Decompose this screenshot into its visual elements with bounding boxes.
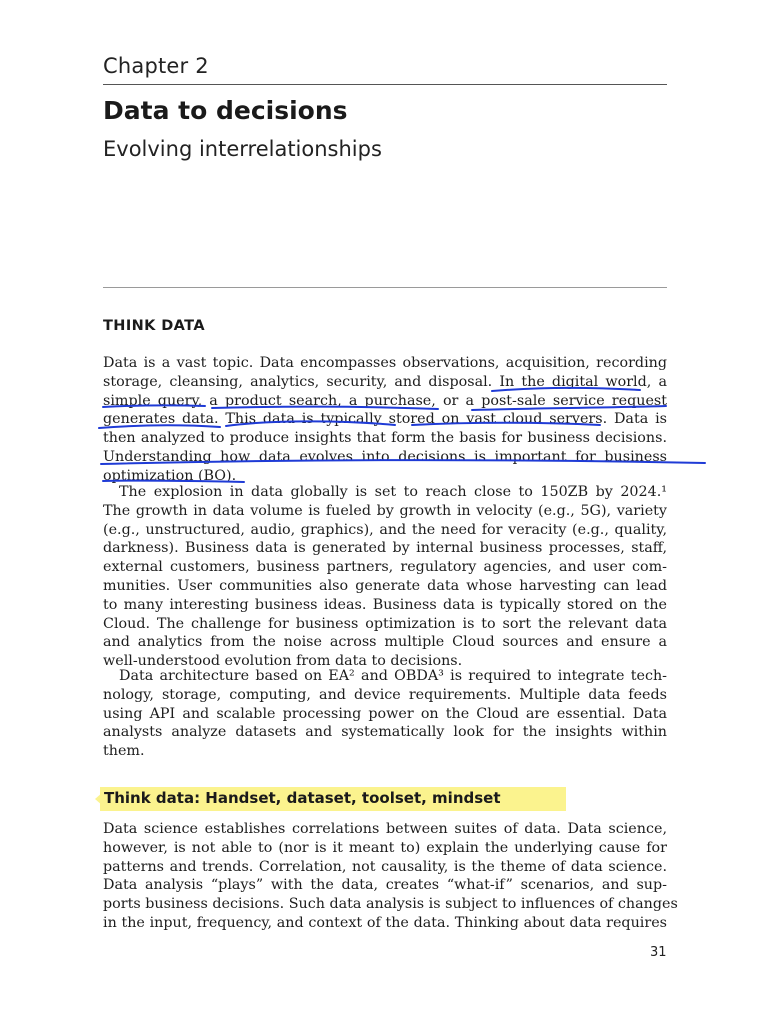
text-line: Data architecture based on EA² and OBDA³ is required to integrate tech- <box>119 668 667 684</box>
text-line: external customers, business partners, regulatory agencies, and user com- <box>103 559 667 576</box>
chapter-title: Data to decisions <box>103 96 348 125</box>
highlighted-subheading: Think data: Handset, dataset, toolset, mindset <box>100 787 566 811</box>
text-line: Cloud. The challenge for business optimization is to sort the relevant data <box>103 615 667 632</box>
text-line: Data analysis “plays” with the data, creates “what-if” scenarios, and sup- <box>103 877 667 894</box>
chapter-label: Chapter 2 <box>103 54 209 78</box>
text-line: Understanding how data evolves into decisions is important for business <box>103 448 667 465</box>
page-number: 31 <box>650 945 667 960</box>
divider-rule <box>103 287 667 288</box>
text-line: patterns and trends. Correlation, not causality, is the theme of data science. <box>103 858 667 875</box>
text-line: analysts analyze datasets and systematically look for the insights within <box>103 724 667 741</box>
text-line: to many interesting business ideas. Business data is typically stored on the <box>103 596 667 613</box>
text-line: Data is a vast topic. Data encompasses observations, acquisition, recording <box>103 355 667 371</box>
text-line: however, is not able to (nor is it meant to) explain the underlying cause for <box>103 839 667 856</box>
text-line: using API and scalable processing power on the Cloud are essential. Data <box>103 705 667 722</box>
text-line: simple query, a product search, a purchase, or a post-sale service request <box>103 392 667 409</box>
text-line: optimization (BO). <box>103 467 237 484</box>
paragraph-3 <box>103 667 667 761</box>
text-line: them. <box>103 743 145 760</box>
text-line: Data science establishes correlations between suites of data. Data science, <box>103 821 667 837</box>
text-line: darkness). Business data is generated by internal business processes, staff, <box>103 540 667 557</box>
section-heading: THINK DATA <box>103 318 205 334</box>
paragraph-2 <box>103 483 667 671</box>
text-line: well-understood evolution from data to decisions. <box>103 653 463 670</box>
text-line: in the input, frequency, and context of the data. Thinking about data requires <box>103 914 667 931</box>
text-line: munities. User communities also generate data whose harvesting can lead <box>103 577 667 594</box>
text-line: then analyzed to produce insights that form the basis for business decisions. <box>103 430 667 447</box>
paragraph-4 <box>103 820 678 933</box>
text-line: The growth in data volume is fueled by growth in velocity (e.g., 5G), variety <box>103 502 667 519</box>
paragraph-1 <box>103 354 667 486</box>
chapter-subtitle: Evolving interrelationships <box>103 137 382 161</box>
text-line: The explosion in data globally is set to reach close to 150ZB by 2024.¹ <box>119 484 667 500</box>
text-line: nology, storage, computing, and device requirements. Multiple data feeds <box>103 686 667 703</box>
text-line: generates data. This data is typically stored on vast cloud servers. Data is <box>103 411 667 428</box>
text-line: ports business decisions. Such data analysis is subject to influences of changes <box>103 896 678 913</box>
text-line: and analytics from the noise across multiple Cloud sources and ensure a <box>103 634 667 651</box>
top-rule <box>103 84 667 85</box>
text-line: (e.g., unstructured, audio, graphics), and the need for veracity (e.g., quality, <box>103 521 667 538</box>
text-line: storage, cleansing, analytics, security, and disposal. In the digital world, a <box>103 373 667 390</box>
